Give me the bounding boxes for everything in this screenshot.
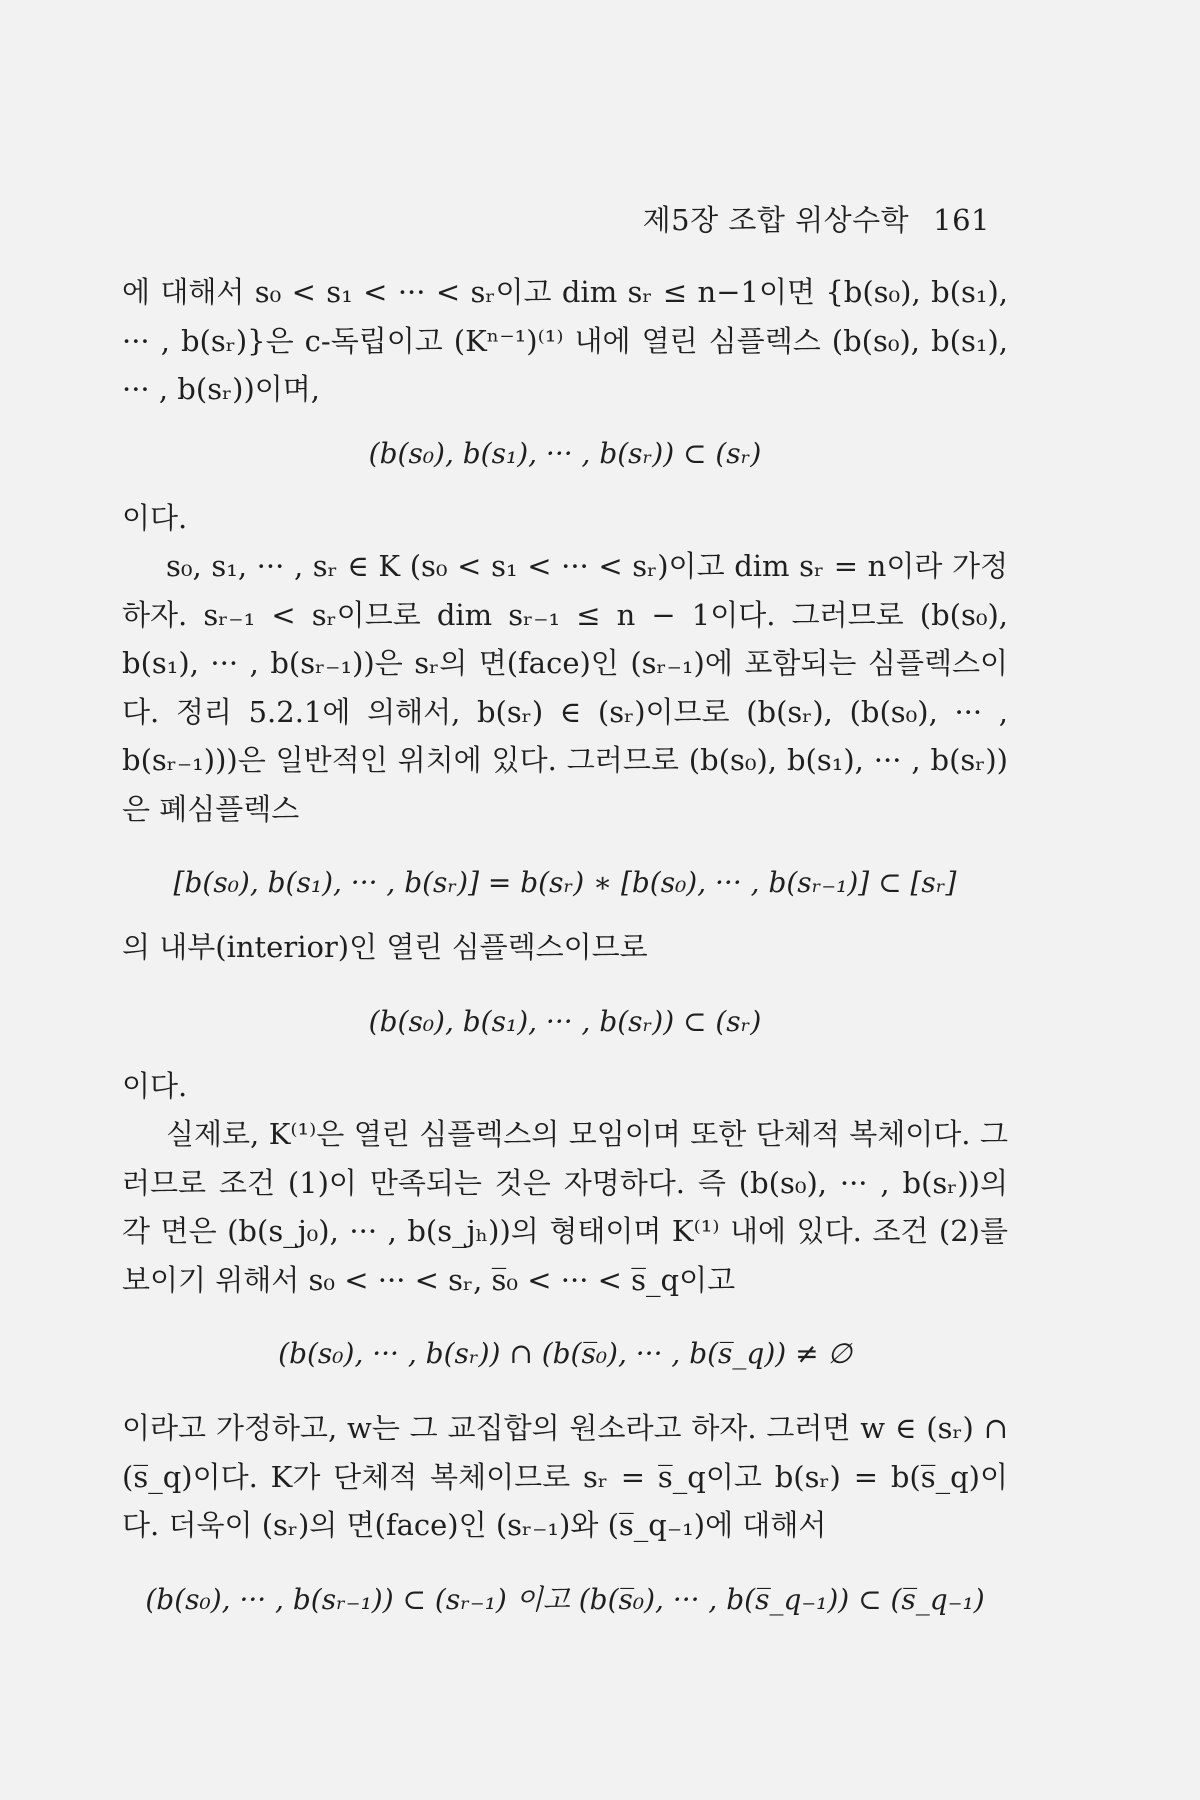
paragraph: 이다. [122, 500, 188, 535]
chapter-title: 제5장 조합 위상수학 [642, 203, 910, 237]
equation: [b(s₀), b(s₁), ··· , b(sᵣ)] = b(sᵣ) ∗ [b(s₀), ··· , b(sᵣ₋₁)] ⊂ [sᵣ] [173, 866, 957, 899]
paragraph: s₀, s₁, ··· , sᵣ ∈ K (s₀ < s₁ < ··· < sᵣ)이고 dim sᵣ = n이라 가정하자. sᵣ₋₁ < sᵣ이므로 dim sᵣ₋₁ ≤ n − 1이다. 그러므로 (b(s₀), b(s₁), ··· , b(sᵣ₋₁))은 sᵣ의 면(face)인 (sᵣ₋₁)에 포함되는 심플렉스이다. 정리 5.2.1에 의해서, b(sᵣ) ∈ (sᵣ)이므로 (b(sᵣ), (b(s₀), ··· , b(sᵣ₋₁)))은 일반적인 위치에 있다. 그러므로 (b(s₀), b(s₁), ··· , b(sᵣ))은 폐심플렉스 [122, 549, 1008, 826]
paragraph: 의 내부(interior)인 열린 심플렉스이므로 [122, 930, 648, 964]
equation: (b(s₀), b(s₁), ··· , b(sᵣ)) ⊂ (sᵣ) [368, 436, 762, 470]
equation: (b(s₀), ··· , b(sᵣ)) ∩ (b(s̅₀), ··· , b(s̅_q)) ≠ ∅ [278, 1337, 852, 1370]
paragraph: 이다. [122, 1068, 188, 1103]
paragraph: 실제로, K⁽¹⁾은 열린 심플렉스의 모임이며 또한 단체적 복체이다. 그러므로 조건 (1)이 만족되는 것은 자명하다. 즉 (b(s₀), ··· , b(sᵣ))의 각 면은 (b(s_j₀), ··· , b(s_jₕ))의 형태이며 K⁽¹⁾ 내에 있다. 조건 (2)를 보이기 위해서 s₀ < ··· < sᵣ, s̅₀ < ··· < s̅_q이고 [122, 1117, 1008, 1297]
equation: (b(s₀), b(s₁), ··· , b(sᵣ)) ⊂ (sᵣ) [368, 1004, 762, 1038]
equation: (b(s₀), ··· , b(sᵣ₋₁)) ⊂ (sᵣ₋₁) 이고 (b(s̅₀), ··· , b(s̅_q₋₁)) ⊂ (s̅_q₋₁) [145, 1582, 985, 1616]
page-number: 161 [933, 203, 990, 237]
paragraph: 에 대해서 s₀ < s₁ < ··· < sᵣ이고 dim sᵣ ≤ n−1이면 {b(s₀), b(s₁), ··· , b(sᵣ)}은 c-독립이고 (Kⁿ⁻¹)⁽¹⁾ 내에 열린 심플렉스 (b(s₀), b(s₁), ··· , b(sᵣ))이며, [122, 275, 1008, 406]
paragraph: 이라고 가정하고, w는 그 교집합의 원소라고 하자. 그러면 w ∈ (sᵣ) ∩ (s̅_q)이다. K가 단체적 복체이므로 sᵣ = s̅_q이고 b(sᵣ) = b(s̅_q)이다. 더욱이 (sᵣ)의 면(face)인 (sᵣ₋₁)와 (s̅_q₋₁)에 대해서 [122, 1411, 1008, 1542]
page-body [122, 268, 1008, 1640]
running-header [643, 198, 990, 239]
